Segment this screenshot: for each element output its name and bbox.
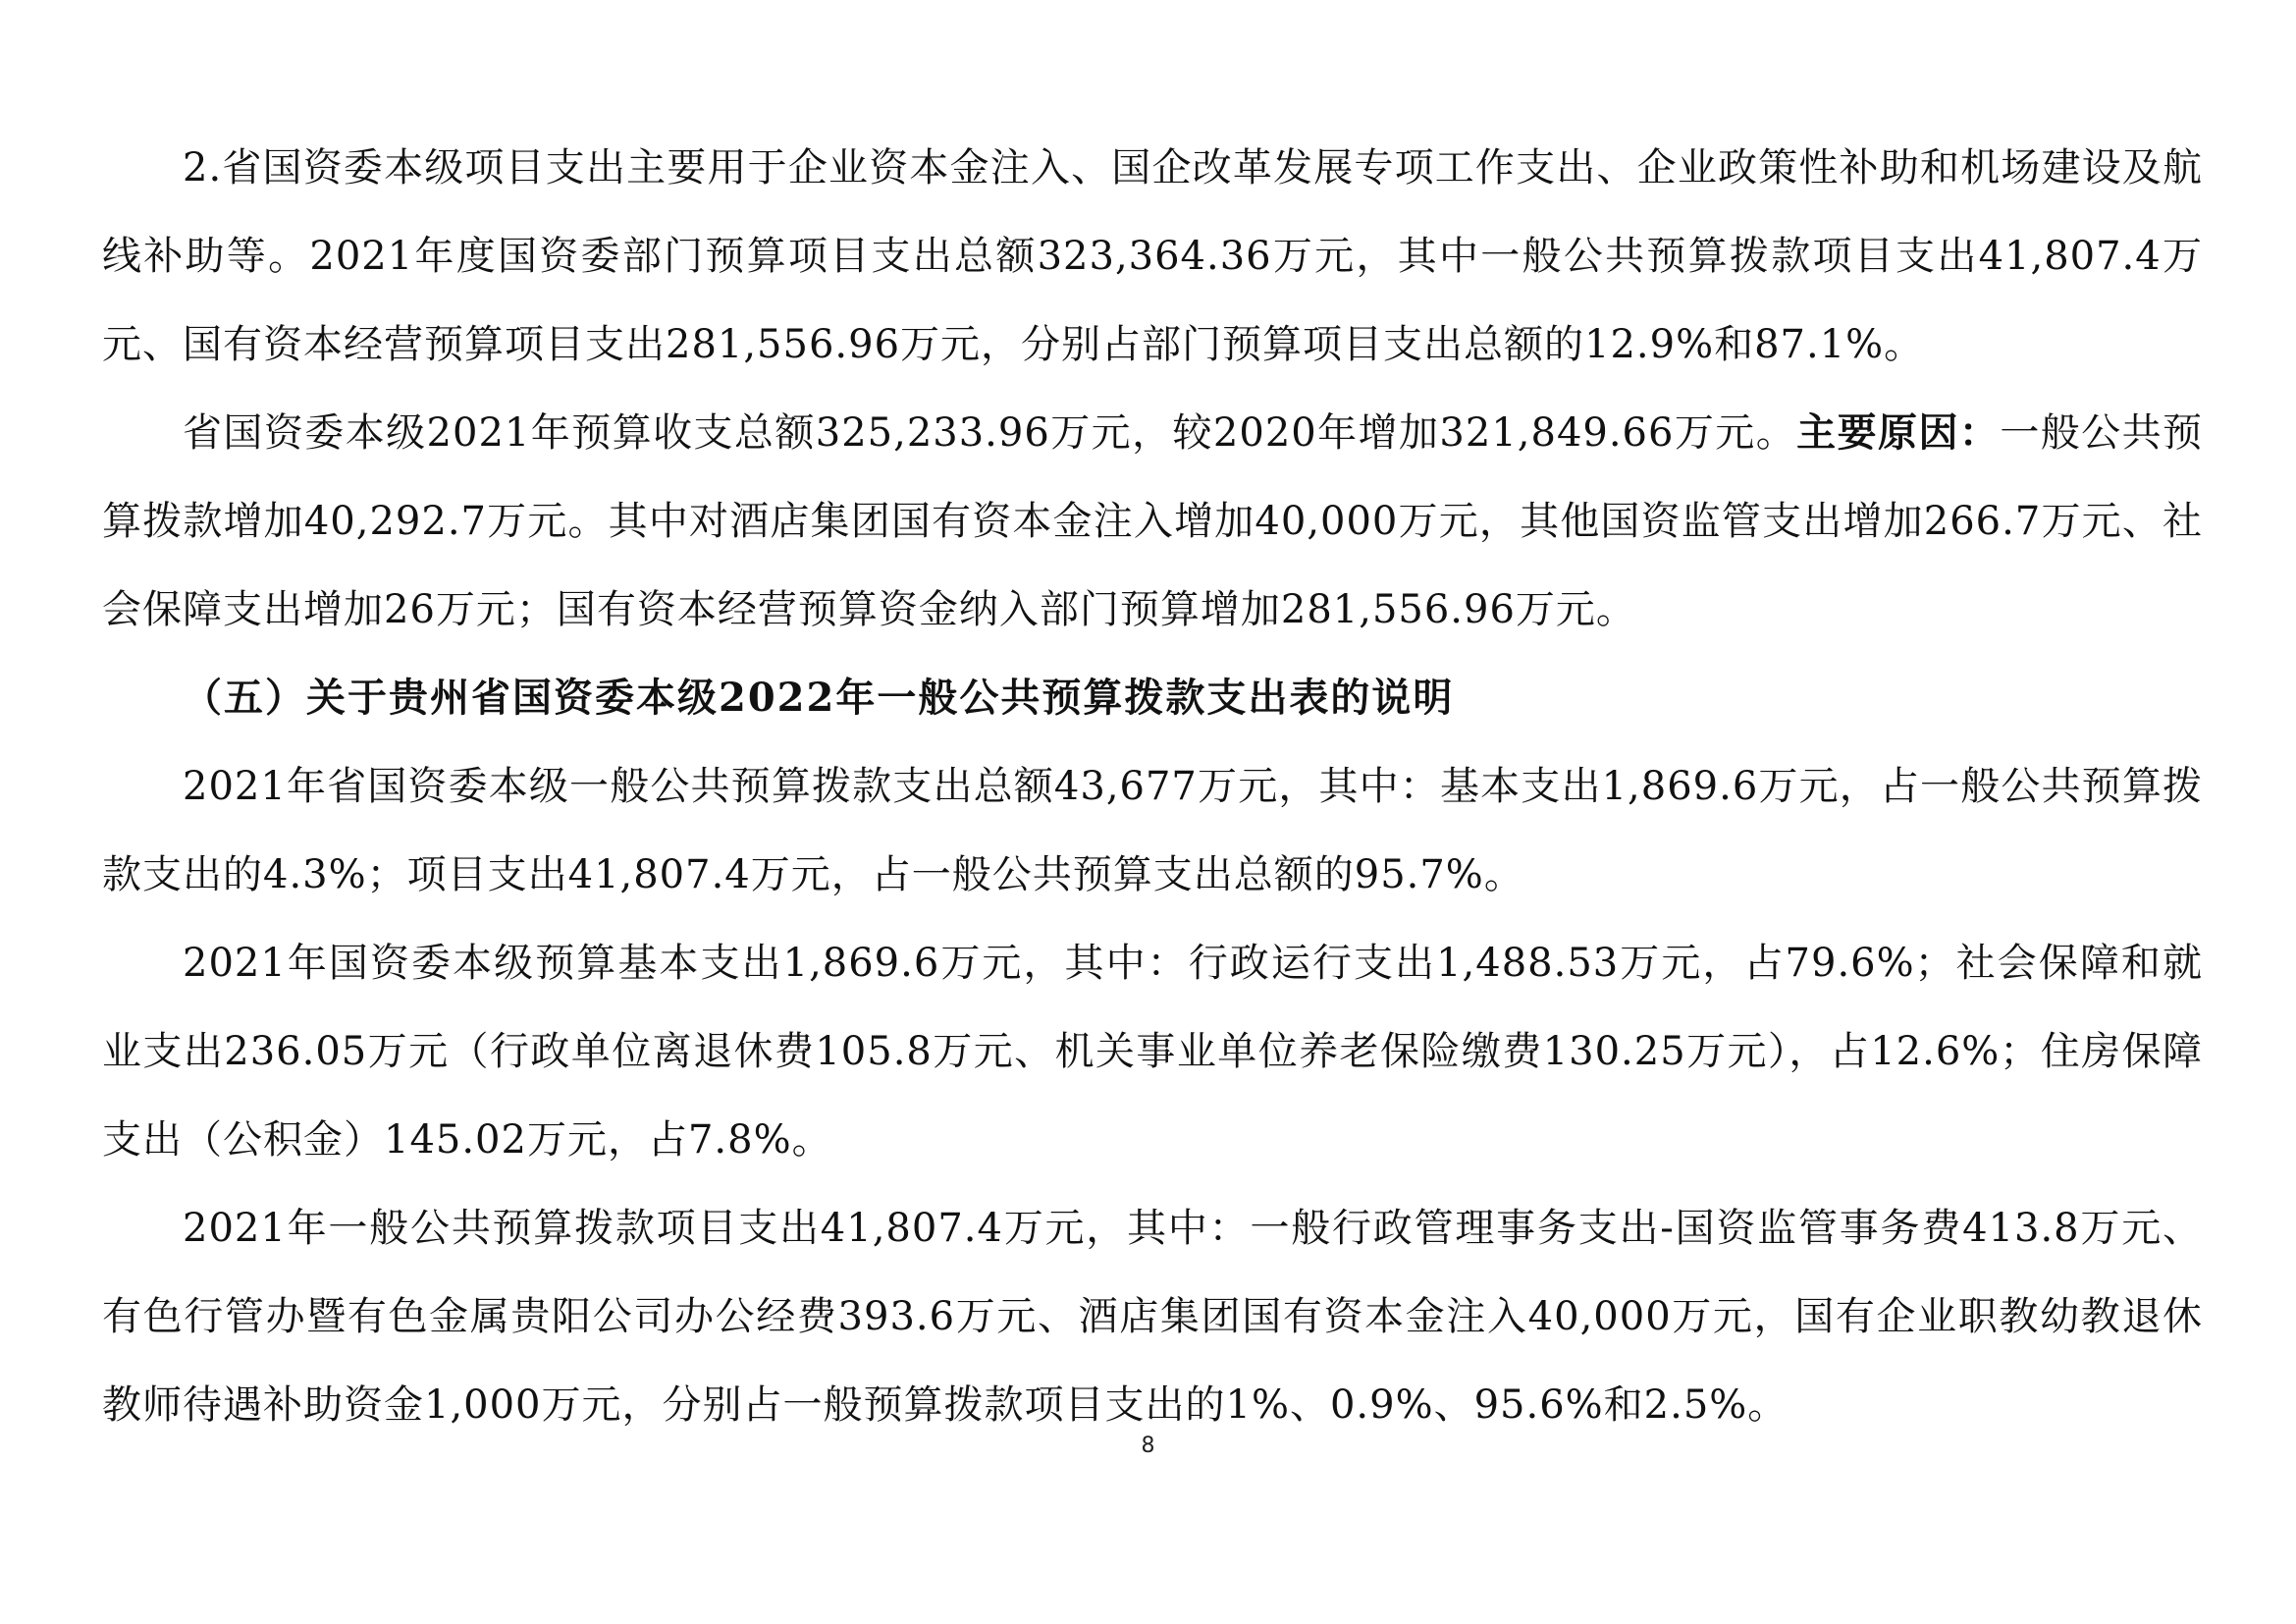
paragraph-basic-expenditure: 2021年国资委本级预算基本支出1,869.6万元，其中：行政运行支出1,488.53万元，占79.6%；社会保障和就业支出236.05万元（行政单位离退休费105.8万元、机关事业单位养老保险缴费130.25万元），占12.6%；住房保障支出（公积金）145.02万元，占7.8%。 (102, 941, 2203, 1163)
main-reason-text: 一般公共预算拨款增加40,292.7万元。其中对酒店集团国有资本金注入增加40,000万元，其他国资监管支出增加266.7万元、社会保障支出增加26万元；国有资本经营预算资金纳入部门预算增加281,556.96万元。 (102, 410, 2204, 632)
page-number: 8 (1141, 1434, 1155, 1458)
section-heading: （五）关于贵州省国资委本级2022年一般公共预算拨款支出表的说明 (183, 675, 1455, 721)
main-reason-label: 主要原因： (1796, 409, 2001, 456)
document-body (102, 124, 2203, 1449)
paragraph-general-budget-total: 2021年省国资委本级一般公共预算拨款支出总额43,677万元，其中：基本支出1,869.6万元，占一般公共预算拨款支出的4.3%；项目支出41,807.4万元，占一般公共预算支出总额的95.7%。 (102, 764, 2203, 897)
budget-total-text: 省国资委本级2021年预算收支总额325,233.96万元，较2020年增加321,849.66万元。 (183, 410, 1797, 456)
paragraph-project-breakdown: 2021年一般公共预算拨款项目支出41,807.4万元，其中：一般行政管理事务支出-国资监管事务费413.8万元、有色行管办暨有色金属贵阳公司办公经费393.6万元、酒店集团国有资本金注入40,000万元，国有企业职教幼教退休教师待遇补助资金1,000万元，分别占一般预算拨款项目支出的1%、0.9%、95.6%和2.5%。 (102, 1206, 2203, 1428)
paragraph-project-expenditure: 2.省国资委本级项目支出主要用于企业资本金注入、国企改革发展专项工作支出、企业政策性补助和机场建设及航线补助等。2021年度国资委部门预算项目支出总额323,364.36万元，其中一般公共预算拨款项目支出41,807.4万元、国有资本经营预算项目支出281,556.96万元，分别占部门预算项目支出总额的12.9%和87.1%。 (102, 145, 2203, 367)
paragraph-budget-total (102, 389, 2203, 654)
